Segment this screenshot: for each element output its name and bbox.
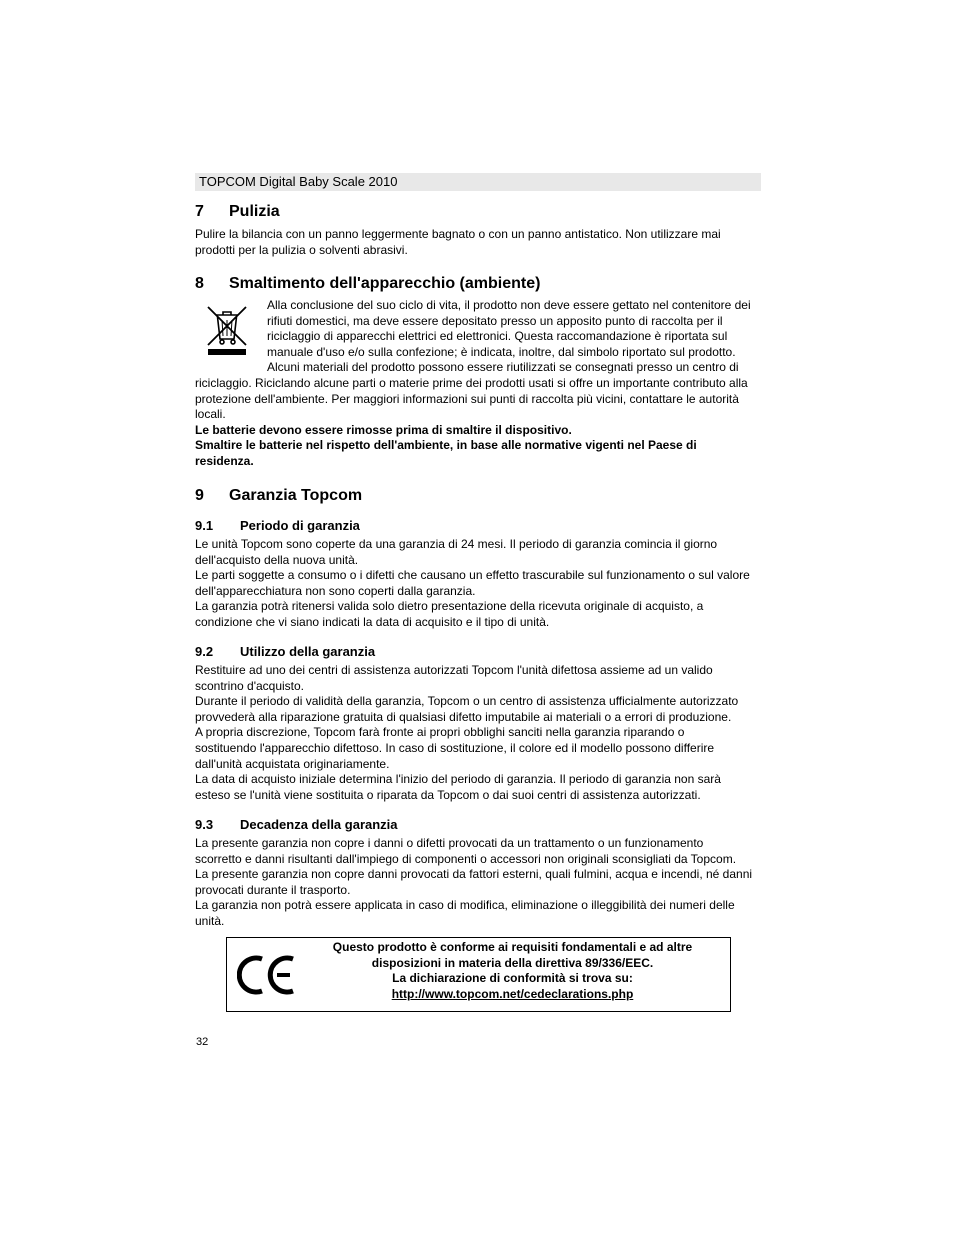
- bold-text-line: residenza.: [195, 453, 254, 468]
- ce-declaration-text: [315, 940, 710, 1002]
- text-line: Restituire ad uno dei centri di assistenza autorizzati Topcom l'unità difettosa assieme ad un valido: [195, 663, 713, 677]
- ce-mark-icon: [237, 953, 297, 997]
- text-line: Durante il periodo di validità della garanzia, Topcom o un centro di assistenza ufficialmente autorizzato: [195, 694, 739, 709]
- heading-title: Garanzia Topcom: [229, 487, 363, 504]
- text-line: riciclaggio di apparecchi elettrici ed elettronici. Questa raccomandazione è riportata sul: [267, 329, 728, 344]
- text-line: La presente garanzia non copre i danni o difetti provocati da un trattamento o un funzionamento: [195, 836, 704, 850]
- utilizzo-garanzia-text: [195, 663, 765, 803]
- heading-number: 8: [195, 275, 204, 292]
- text-line: scontrino d'acquisto.: [195, 678, 305, 693]
- periodo-garanzia-text: [195, 537, 765, 631]
- crossed-out-wheelie-bin-icon: [205, 305, 249, 357]
- text-line: unità.: [195, 913, 225, 928]
- heading-number: 9.1: [195, 518, 214, 533]
- text-line: provvederà alla riparazione gratuita di qualsiasi difetto imputabile ai materiali o a errori di produzione.: [195, 709, 732, 724]
- text-line: rifiuti domestici, ma deve essere depositato presso un apposito punto di raccolta per il: [267, 313, 723, 328]
- heading-decadenza-garanzia: [195, 817, 398, 833]
- heading-number: 9: [195, 487, 204, 504]
- heading-periodo-garanzia: [195, 518, 360, 534]
- pulizia-text: [195, 227, 765, 258]
- heading-number: 9.3: [195, 817, 214, 832]
- heading-number: 7: [195, 203, 204, 220]
- text-line: provocati durante il trasporto.: [195, 882, 351, 897]
- text-line: manuale d'uso e/o sulla confezione; è indicata, inoltre, dal simbolo riportato sul prodotto.: [267, 344, 736, 359]
- text-line: locali.: [195, 407, 226, 422]
- decadenza-garanzia-text: [195, 836, 765, 930]
- heading-pulizia: [195, 202, 280, 222]
- page-number: 32: [196, 1036, 209, 1048]
- heading-title: Pulizia: [229, 203, 280, 220]
- text-line: Alcuni materiali del prodotto possono essere riutilizzati se consegnati presso un centro di: [267, 360, 739, 375]
- heading-title: Decadenza della garanzia: [240, 817, 398, 832]
- text-line: prodotti per la pulizia o solventi abrasivi.: [195, 242, 408, 257]
- smaltimento-indented-text: [267, 298, 767, 376]
- heading-title: Utilizzo della garanzia: [240, 644, 376, 659]
- text-line: esteso se l'unità viene sostituita o riparata da Topcom o dai suoi centri di assistenza autorizzati.: [195, 787, 701, 802]
- text-line: Alla conclusione del suo ciclo di vita, il prodotto non deve essere gettato nel contenitore dei: [267, 298, 751, 312]
- text-line: protezione dell'ambiente. Per maggiori informazioni sui punti di raccolta più vicini, contattare le autorità: [195, 391, 739, 406]
- heading-smaltimento: [195, 274, 540, 294]
- text-line: dell'apparecchiatura non sono coperti dalla garanzia.: [195, 583, 476, 598]
- text-line: La garanzia potrà ritenersi valida solo dietro presentazione della ricevuta originale di acquisto, a: [195, 599, 704, 614]
- text-line: Questo prodotto è conforme ai requisiti fondamentali e ad altre: [332, 940, 693, 954]
- bold-text-line: Le batterie devono essere rimosse prima di smaltire il dispositivo.: [195, 422, 572, 437]
- heading-title: Periodo di garanzia: [240, 518, 360, 533]
- text-line: Pulire la bilancia con un panno leggermente bagnato o con un panno antistatico. Non utilizzare mai: [195, 227, 721, 241]
- text-line: La dichiarazione di conformità si trova su:: [392, 971, 633, 986]
- text-line: A propria discrezione, Topcom farà fronte ai propri obblighi sanciti nella garanzia riparando o: [195, 725, 685, 740]
- heading-utilizzo-garanzia: [195, 644, 375, 660]
- ce-declarations-link[interactable]: http://www.topcom.net/cedeclarations.php: [391, 986, 634, 1001]
- text-line: dell'acquisto della nuova unità.: [195, 552, 359, 567]
- ce-declaration-box: [226, 937, 731, 1012]
- text-line: La presente garanzia non copre danni provocati da fattori esterni, quali fulmini, acqua e incendi, né danni: [195, 867, 753, 882]
- running-header: TOPCOM Digital Baby Scale 2010: [195, 173, 761, 191]
- heading-garanzia: [195, 486, 362, 506]
- text-line: sostituendo l'apparecchio difettoso. In caso di sostituzione, il colore ed il modello possono differire: [195, 740, 715, 755]
- text-line: riciclaggio. Riciclando alcune parti o materie prime dei prodotti usati si offre un importante contributo alla: [195, 376, 748, 390]
- text-line: Le unità Topcom sono coperte da una garanzia di 24 mesi. Il periodo di garanzia comincia il giorno: [195, 537, 718, 551]
- text-line: condizione che vi siano indicati la data di acquisito e il tipo di unità.: [195, 614, 550, 629]
- text-line: La garanzia non potrà essere applicata in caso di modifica, eliminazione o illeggibilità dei numeri delle: [195, 898, 735, 913]
- text-line: La data di acquisto iniziale determina l'inizio del periodo di garanzia. Il periodo di garanzia non sarà: [195, 772, 721, 787]
- heading-title: Smaltimento dell'apparecchio (ambiente): [229, 275, 541, 292]
- heading-number: 9.2: [195, 644, 214, 659]
- smaltimento-text: [195, 376, 765, 470]
- text-line: Le parti soggette a consumo o i difetti che causano un effetto trascurabile sul funzionamento o sul valore: [195, 568, 750, 583]
- text-line: scorretto e danni risultanti dall'impiego di componenti o accessori non originali sconsigliati da Topcom.: [195, 851, 737, 866]
- bold-text-line: Smaltire le batterie nel rispetto dell'ambiente, in base alle normative vigenti nel Paese di: [195, 438, 697, 453]
- text-line: disposizioni in materia della direttiva 89/336/EEC.: [371, 955, 654, 970]
- text-line: dall'unità acquistata originariamente.: [195, 756, 390, 771]
